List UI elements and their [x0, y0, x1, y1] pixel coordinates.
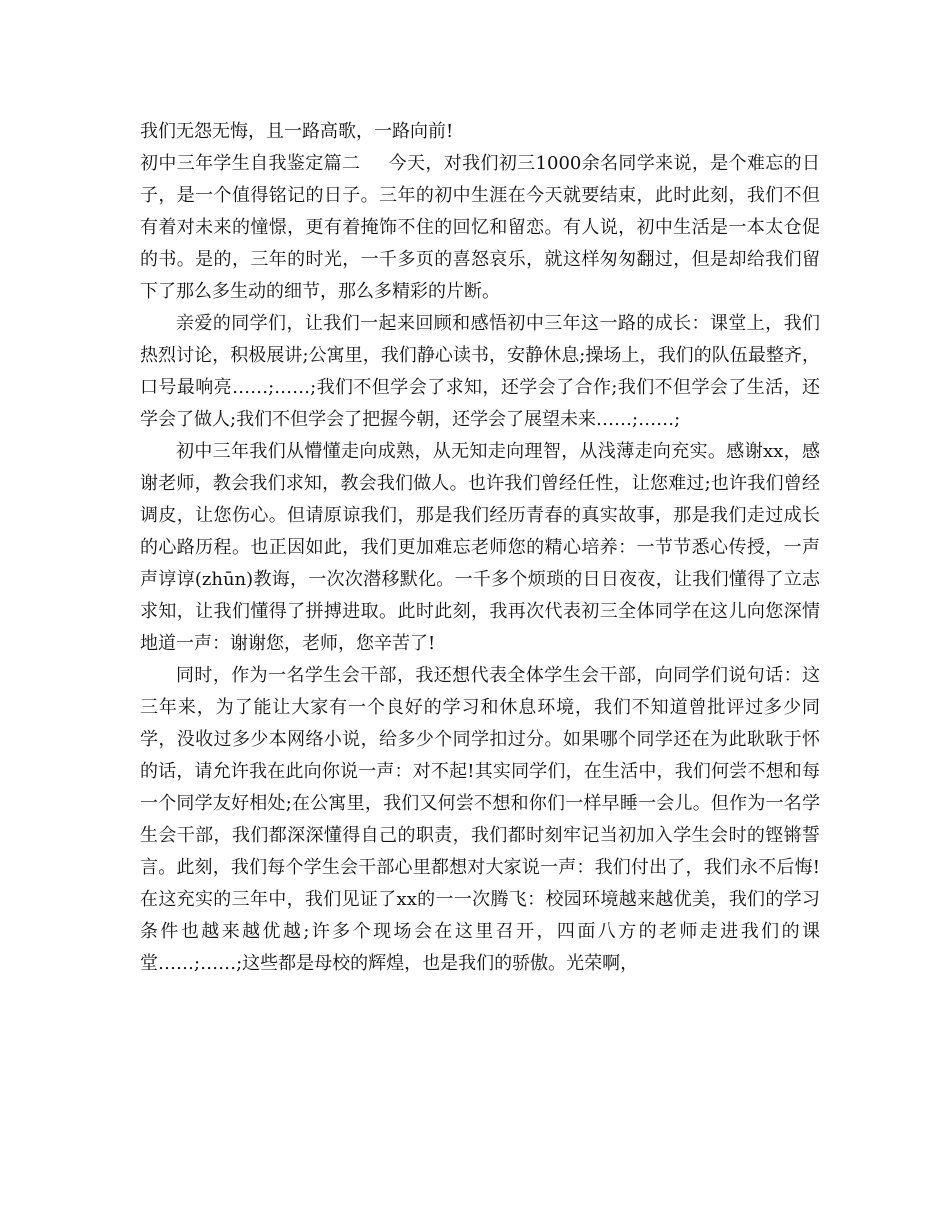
section-first-paragraph: [140, 148, 820, 308]
document-body: [140, 116, 820, 980]
section-title: 初中三年学生自我鉴定篇二: [140, 153, 361, 174]
paragraph-3: 初中三年我们从懵懂走向成熟，从无知走向理智，从浅薄走向充实。感谢xx，感谢老师，教会我们求知，教会我们做人。也许我们曾经任性，让您难过;也许我们曾经调皮，让您伤心。但请原谅我们，那是我们经历青春的真实故事，那是我们走过成长的心路历程。也正因如此，我们更加难忘老师您的精心培养：一节节悉心传授，一声声谆谆(zhūn)教诲，一次次潜移默化。一千多个烦琐的日日夜夜，让我们懂得了立志求知，让我们懂得了拼搏进取。此时此刻，我再次代表初三全体同学在这儿向您深情地道一声：谢谢您，老师，您辛苦了!: [140, 441, 820, 654]
opening-line: 我们无怨无悔，且一路高歌，一路向前!: [140, 121, 454, 142]
paragraph-4: 同时，作为一名学生会干部，我还想代表全体学生会干部，向同学们说句话：这三年来，为了能让大家有一个良好的学习和休息环境，我们不知道曾批评过多少同学，没收过多少本网络小说，给多少个同学扣过分。如果哪个同学还在为此耿耿于怀的话，请允许我在此向你说一声：对不起!其实同学们，在生活中，我们何尝不想和每一个同学友好相处;在公寓里，我们又何尝不想和你们一样早睡一会儿。但作为一名学生会干部，我们都深深懂得自己的职责，我们都时刻牢记当初加入学生会时的铿锵誓言。此刻，我们每个学生会干部心里都想对大家说一声：我们付出了，我们永不后悔!在这充实的三年中，我们见证了xx的一一次腾飞：校园环境越来越优美，我们的学习条件也越来越优越;许多个现场会在这里召开，四面八方的老师走进我们的课堂……;……;这些都是母校的辉煌，也是我们的骄傲。光荣啊，: [140, 665, 820, 974]
paragraph-2: 亲爱的同学们，让我们一起来回顾和感悟初中三年这一路的成长：课堂上，我们热烈讨论，积极展讲;公寓里，我们静心读书，安静休息;操场上，我们的队伍最整齐，口号最响亮……;……;我们不但学会了求知，还学会了合作;我们不但学会了生活，还学会了做人;我们不但学会了把握今朝，还学会了展望未来……;……;: [140, 313, 820, 430]
paragraph-1: 今天，对我们初三1000余名同学来说，是个难忘的日子，是一个值得铭记的日子。三年的初中生涯在今天就要结束，此时此刻，我们不但有着对未来的憧憬，更有着掩饰不住的回忆和留恋。有人说，初中生活是一本太仓促的书。是的，三年的时光，一千多页的喜怒哀乐，就这样匆匆翻过，但是却给我们留下了那么多生动的细节，那么多精彩的片断。: [140, 153, 821, 302]
